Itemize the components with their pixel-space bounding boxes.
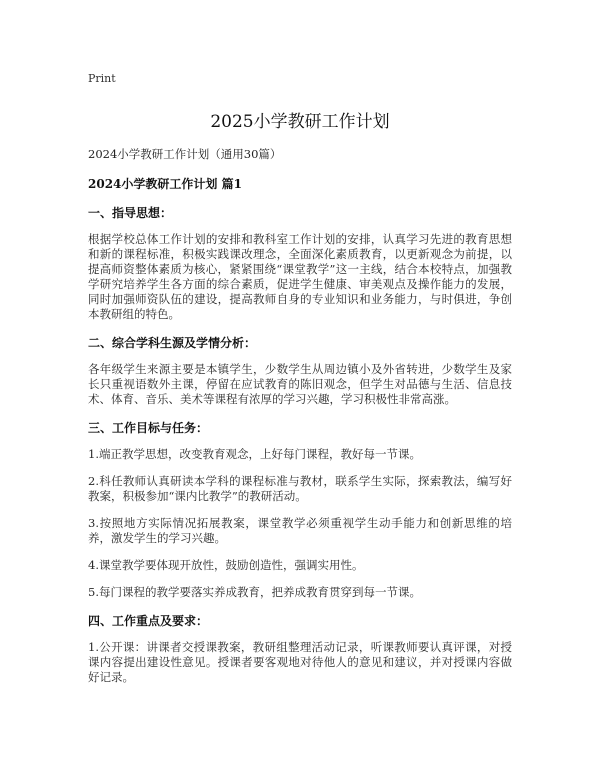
- document-subtitle: 2024小学教研工作计划（通用30篇）: [88, 147, 282, 161]
- section-heading: 二、综合学科生源及学情分析：: [88, 336, 257, 350]
- section-heading: 一、指导思想：: [88, 206, 173, 220]
- document-title: 2025小学教研工作计划: [210, 112, 390, 132]
- section-student-analysis: [88, 335, 512, 407]
- list-item: 1.公开课：讲课者交授课教案，教研组整理活动记录，听课教师要认真评课，对授课内容提出建设性意见。授课者要客观地对待他人的意见和建议，并对授课内容做好记录。: [88, 640, 512, 684]
- list-item: 3.按照地方实际情况拓展教案，课堂教学必须重视学生动手能力和创新思维的培养，激发学生的学习兴趣。: [88, 516, 512, 545]
- section-key-points: [88, 613, 512, 685]
- section-heading: 四、工作重点及要求：: [88, 614, 209, 628]
- list-item: 1.端正教学思想，改变教育观念，上好每门课程，教好每一节课。: [88, 447, 421, 461]
- list-item: 4.课堂教学要体现开放性，鼓励创造性，强调实用性。: [88, 558, 364, 572]
- section-heading: 三、工作目标与任务：: [88, 421, 209, 435]
- list-item: 5.每门课程的教学要落实养成教育，把养成教育贯穿到每一节课。: [88, 585, 421, 599]
- section-goals-tasks: [88, 420, 512, 600]
- section-guiding-thought: [88, 205, 512, 322]
- list-item: 2.科任教师认真研读本学科的课程标准与教材，联系学生实际，探索教法，编写好教案，积极参加“课内比教学”的教研活动。: [88, 474, 512, 503]
- paragraph: 各年级学生来源主要是本镇学生，少数学生从周边镇小及外省转进，少数学生及家长只重视语数外主课，停留在应试教育的陈旧观念，但学生对品德与生活、信息技术、体育、音乐、美术等课程有浓厚的学习兴趣，学习积极性非常高涨。: [88, 362, 512, 406]
- print-label: Print: [88, 72, 116, 85]
- part-title: 2024小学教研工作计划 篇1: [88, 177, 242, 191]
- paragraph: 根据学校总体工作计划的安排和教科室工作计划的安排，认真学习先进的教育思想和新的课程标准，积极实践课改理念，全面深化素质教育，以更新观念为前提，以提高师资整体素质为核心，紧紧围绕“课堂教学”这一主线，结合本校特点，加强教学研究培养学生各方面的综合素质，促进学生健康、审美观点及操作能力的发展，同时加强师资队伍的建设，提高教师自身的专业知识和业务能力，与时俱进，争创本教研组的特色。: [88, 232, 512, 321]
